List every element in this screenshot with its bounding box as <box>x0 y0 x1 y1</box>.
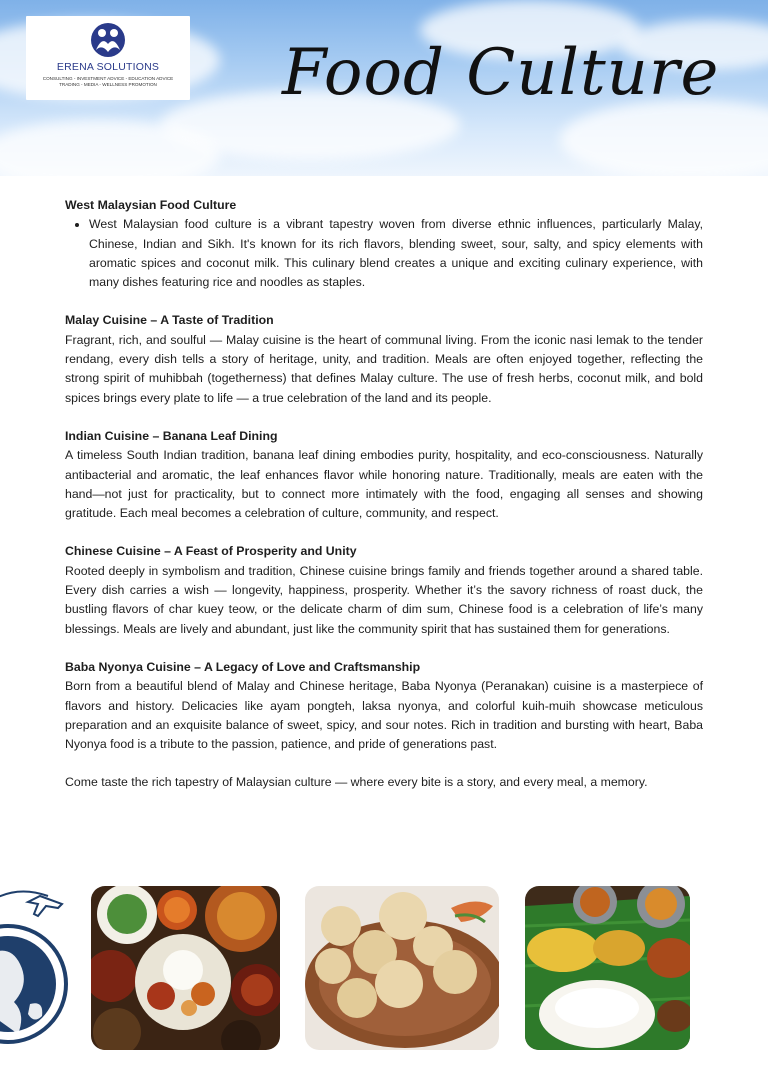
logo-tagline: TRADING - MEDIA - WELLNESS PROMOTION <box>59 82 157 87</box>
section-heading: Indian Cuisine – Banana Leaf Dining <box>65 428 278 443</box>
closing-paragraph: Come taste the rich tapestry of Malaysian culture — where every bite is a story, and every meal, a memory. <box>65 775 648 790</box>
fish-ball-photo <box>305 886 499 1050</box>
section-indian <box>65 427 703 523</box>
nasi-lemak-photo <box>91 886 280 1050</box>
section-paragraph: Born from a beautiful blend of Malay and Chinese heritage, Baba Nyonya (Peranakan) cuisine is a masterpiece of flavors and history. Delicacies like ayam pongteh, laksa nyonya, and colorful kuih-muih showcase meticulous preparation and an exquisite balance of sweet, spicy, and sour notes. Rich in tradition and bursting with heart, Baba Nyonya food is a tribute to the passion, patience, and pride of generations past. <box>65 679 703 752</box>
section-malay <box>65 311 703 407</box>
section-paragraph: Fragrant, rich, and soulful — Malay cuisine is the heart of communal living. From the iconic nasi lemak to the tender rendang, every dish tells a story of heritage, unity, and tradition. Meals are often enjoyed together, reflecting the strong spirit of muhibbah (togetherness) that defines Malay culture. The use of fresh herbs, coconut milk, and bold spices brings every plate to life — a true celebration of the land and its people. <box>65 332 703 405</box>
section-heading: Malay Cuisine – A Taste of Tradition <box>65 313 274 328</box>
company-logo <box>26 16 190 100</box>
logo-tagline: CONSULTING - INVESTMENT ADVICE - EDUCATION ADVICE <box>42 76 174 81</box>
banana-leaf-meal-photo <box>525 886 690 1050</box>
list-item: • West Malaysian food culture is a vibrant tapestry woven from diverse ethnic influences, particularly Malay, Chinese, Indian and Sikh. It's known for its rich flavors, blending sweet, sour, salty, and spicy elements with aromatic spices and coconut milk. This culinary blend creates a unique and exciting culinary experience, with many dishes featuring rice and noodles as staples. <box>89 215 703 292</box>
page-title: Food Culture <box>282 36 720 110</box>
header-banner <box>0 0 768 176</box>
section-heading: Chinese Cuisine – A Feast of Prosperity and Unity <box>65 544 357 559</box>
section-west-malaysian <box>65 196 703 292</box>
section-nyonya <box>65 658 703 754</box>
section-heading: West Malaysian Food Culture <box>65 198 237 212</box>
cloud-shape <box>560 100 768 176</box>
article-body <box>65 196 703 793</box>
bullet-list <box>65 215 703 292</box>
section-paragraph: A timeless South Indian tradition, banana leaf dining embodies purity, hospitality, and eco-consciousness. Naturally antibacterial and aromatic, the leaf enhances flavor while honoring nature. Traditionally, meals are eaten with the hand—not just for practicality, but to connect more intimately with the food, engaging all senses and showing gratitude. Each meal becomes a celebration of culture, community, and respect. <box>65 448 703 521</box>
people-circle-logo-icon <box>90 22 126 58</box>
logo-name: ERENA SOLUTIONS <box>56 61 160 73</box>
section-paragraph: Rooted deeply in symbolism and tradition, Chinese cuisine brings family and friends together around a shared table. Every dish carries a wish — longevity, happiness, prosperity. Whether it’s the savory richness of roast duck, the bustling flavors of char kuey teow, or the delicate charm of dim sum, Chinese food is a celebration of life’s many blessings. Meals are lively and abundant, just like the community spirit that has sustained them for generations. <box>65 563 703 636</box>
section-chinese <box>65 542 703 638</box>
section-heading: Baba Nyonya Cuisine – A Legacy of Love and Craftsmanship <box>65 659 421 674</box>
globe-airplane-icon <box>0 884 80 1086</box>
